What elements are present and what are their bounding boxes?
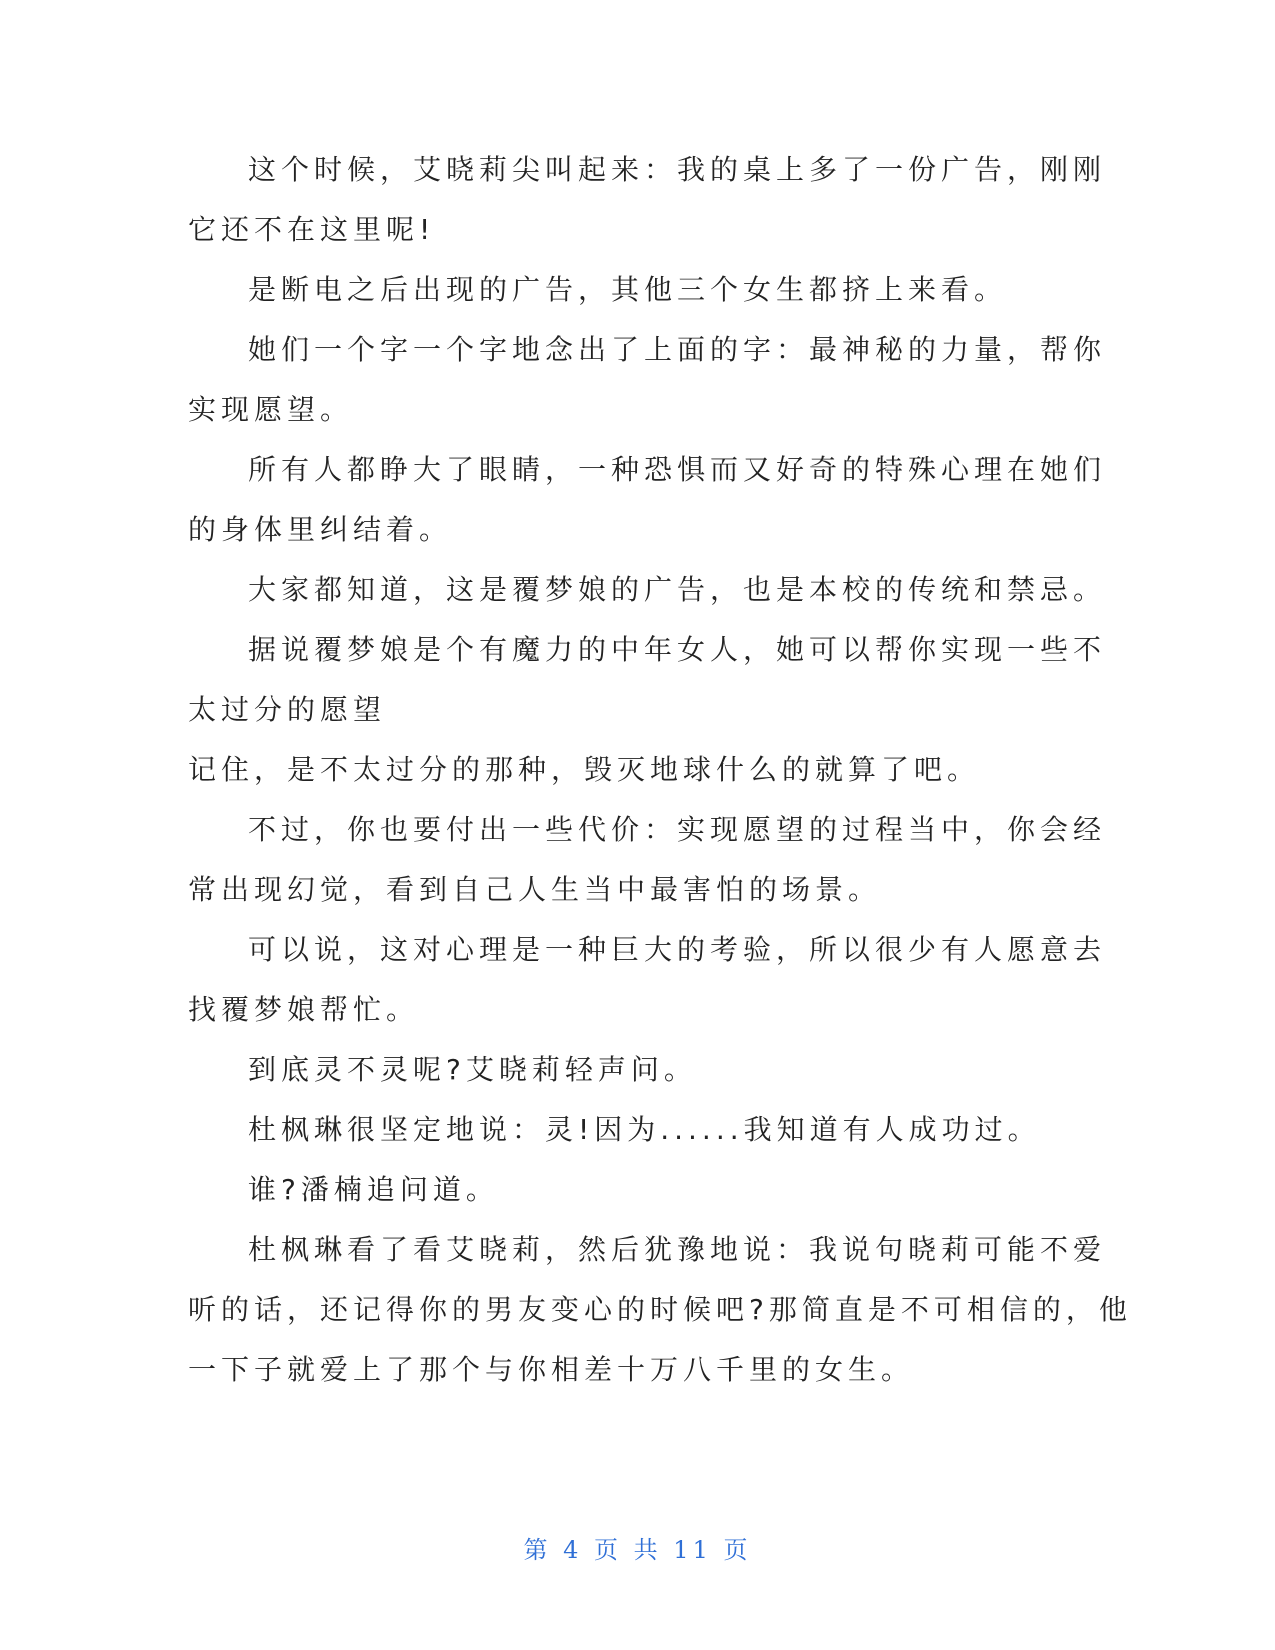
text-line: 这个时候，艾晓莉尖叫起来：我的桌上多了一份广告，刚刚 <box>248 153 1107 186</box>
text-line: 到底灵不灵呢?艾晓莉轻声问。 <box>248 1053 697 1086</box>
text-line: 所有人都睁大了眼睛，一种恐惧而又好奇的特殊心理在她们 <box>248 453 1107 486</box>
text-line: 常出现幻觉，看到自己人生当中最害怕的场景。 <box>188 873 882 906</box>
text-line: 大家都知道，这是覆梦娘的广告，也是本校的传统和禁忌。 <box>248 573 1107 606</box>
text-line: 找覆梦娘帮忙。 <box>188 993 420 1026</box>
text-line: 杜枫琳看了看艾晓莉，然后犹豫地说：我说句晓莉可能不爱 <box>248 1233 1107 1266</box>
text-line: 是断电之后出现的广告，其他三个女生都挤上来看。 <box>248 273 1008 306</box>
text-line: 一下子就爱上了那个与你相差十万八千里的女生。 <box>188 1353 915 1386</box>
text-line: 实现愿望。 <box>188 393 354 426</box>
text-line: 的身体里纠结着。 <box>188 513 453 546</box>
page-number-footer: 第 4 页 共 11 页 <box>523 1536 752 1564</box>
text-line: 太过分的愿望 <box>188 693 387 726</box>
text-line: 可以说，这对心理是一种巨大的考验，所以很少有人愿意去 <box>248 933 1107 966</box>
document-body <box>188 140 1132 1400</box>
text-line: 听的话，还记得你的男友变心的时候吧?那简直是不可相信的，他 <box>188 1293 1132 1326</box>
text-line: 杜枫琳很坚定地说：灵!因为......我知道有人成功过。 <box>248 1113 1041 1146</box>
text-line: 谁?潘楠追问道。 <box>248 1173 499 1206</box>
text-line: 她们一个字一个字地念出了上面的字：最神秘的力量，帮你 <box>248 333 1107 366</box>
text-line: 记住，是不太过分的那种，毁灭地球什么的就算了吧。 <box>188 753 981 786</box>
text-line: 它还不在这里呢! <box>188 213 436 246</box>
text-line: 据说覆梦娘是个有魔力的中年女人，她可以帮你实现一些不 <box>248 633 1107 666</box>
text-line: 不过，你也要付出一些代价：实现愿望的过程当中，你会经 <box>248 813 1107 846</box>
